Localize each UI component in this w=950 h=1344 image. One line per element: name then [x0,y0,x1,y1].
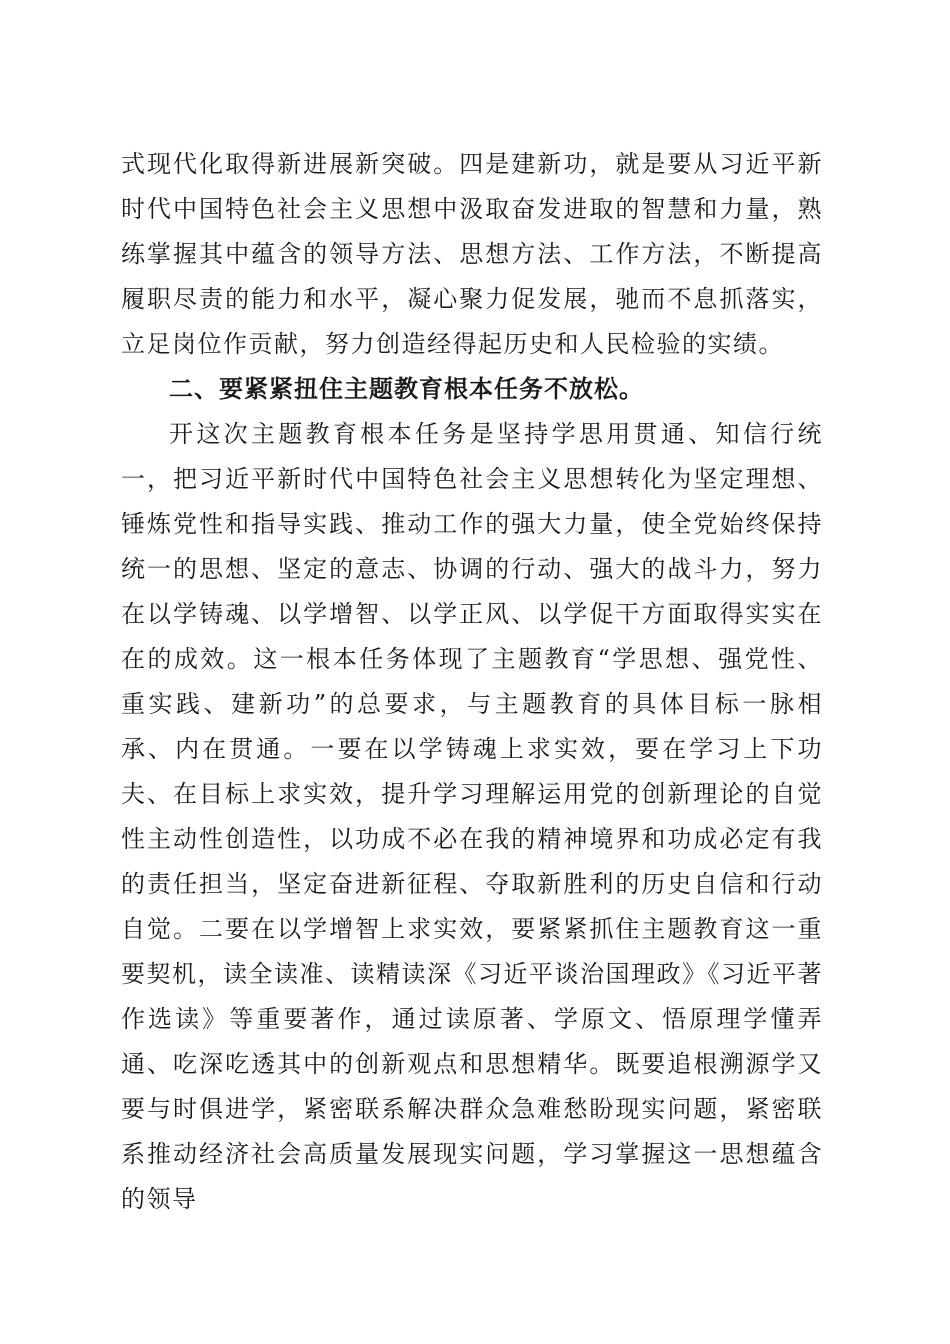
paragraph-main: 开这次主题教育根本任务是坚持学思用贯通、知信行统一，把习近平新时代中国特色社会主义思想转化为坚定理想、锤炼党性和指导实践、推动工作的强大力量，使全党始终保持统一的思想、坚定的意志、协调的行动、强大的战斗力，努力在以学铸魂、以学增智、以学正风、以学促干方面取得实实在在的成效。这一根本任务体现了主题教育“学思想、强党性、重实践、建新功”的总要求，与主题教育的具体目标一脉相承、内在贯通。一要在以学铸魂上求实效，要在学习上下功夫、在目标上求实效，提升学习理解运用党的创新理论的自觉性主动性创造性，以功成不必在我的精神境界和功成必定有我的责任担当，坚定奋进新征程、夺取新胜利的历史自信和行动自觉。二要在以学增智上求实效，要紧紧抓住主题教育这一重要契机，读全读准、读精读深《习近平谈治国理政》《习近平著作选读》等重要著作，通过读原著、学原文、悟原理学懂弄通、吃深吃透其中的创新观点和思想精华。既要追根溯源学又要与时俱进学，紧密联系解决群众急难愁盼现实问题，紧密联系推动经济社会高质量发展现实问题，学习掌握这一思想蕴含的领导 [121,420,823,1213]
paragraph-continued: 式现代化取得新进展新突破。四是建新功，就是要从习近平新时代中国特色社会主义思想中汲取奋发进取的智慧和力量，熟练掌握其中蕴含的领导方法、思想方法、工作方法，不断提高履职尽责的能力和水平，凝心聚力促发展，驰而不息抓落实，立足岗位作贡献，努力创造经得起历史和人民检验的实绩。 [121,150,823,358]
section-heading: 二、要紧紧扭住主题教育根本任务不放松。 [169,375,644,403]
document-body [121,142,823,1222]
